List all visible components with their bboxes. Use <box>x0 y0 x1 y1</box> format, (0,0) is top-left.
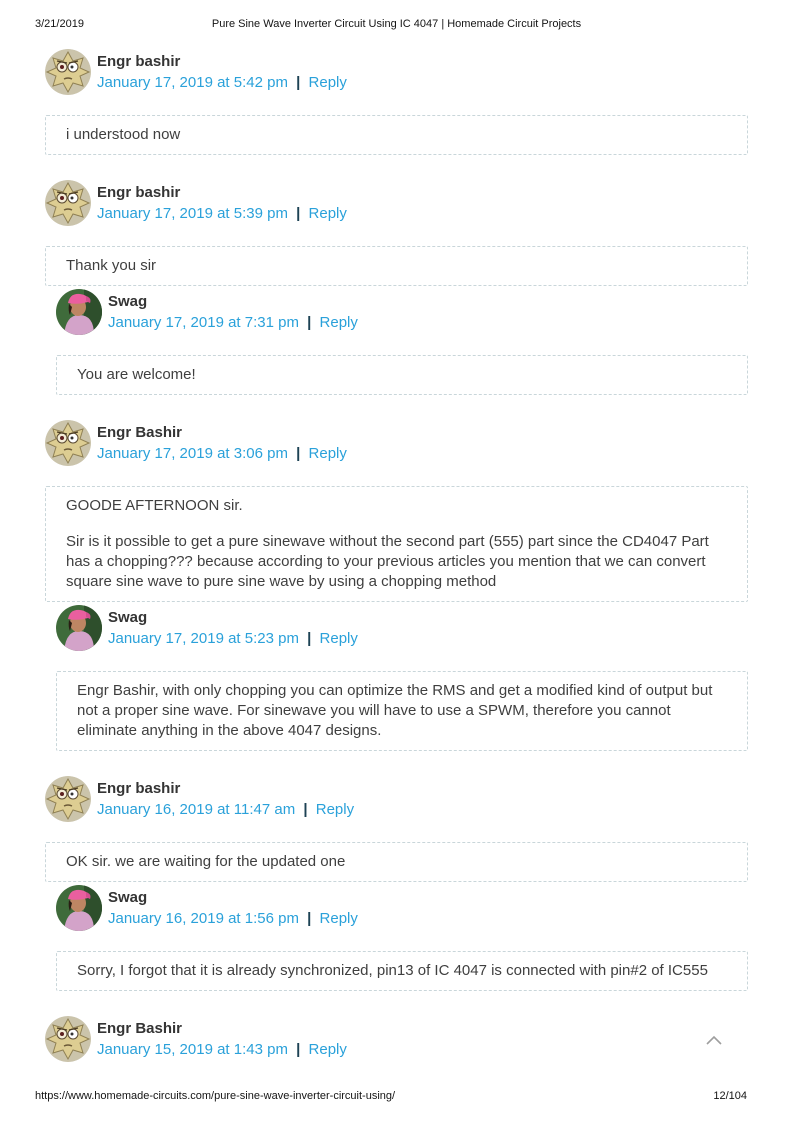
comment-text: Sir is it possible to get a pure sinewave without the second part (555) part since the CD4047 Part has a chopping??? because according to your previous articles you mention that we can convert square sine wave to pure sine wave by using a chopping method <box>66 533 709 590</box>
comment-date-link[interactable]: January 17, 2019 at 5:39 pm <box>97 205 288 222</box>
chevron-up-icon <box>705 1033 723 1049</box>
avatar <box>45 420 91 466</box>
comment-author: Engr bashir <box>97 53 181 70</box>
person-photo-avatar-icon <box>56 605 102 651</box>
comment-thread <box>45 1016 748 1062</box>
avatar <box>45 1016 91 1062</box>
separator: | <box>296 1041 301 1058</box>
reply-link[interactable]: Reply <box>308 445 347 462</box>
comment-text: OK sir. we are waiting for the updated one <box>66 853 346 870</box>
comment-text: GOODE AFTERNOON sir. <box>66 497 243 514</box>
comment-author: Swag <box>108 889 148 906</box>
reply-link[interactable]: Reply <box>308 74 347 91</box>
avatar <box>56 885 102 931</box>
separator: | <box>296 74 301 91</box>
avatar <box>45 180 91 226</box>
separator: | <box>296 445 301 462</box>
comment-reply <box>56 289 748 395</box>
print-footer <box>35 1090 747 1102</box>
comment-author: Engr bashir <box>97 780 181 797</box>
separator: | <box>307 630 312 647</box>
comment-body <box>56 951 748 991</box>
comment-body <box>45 842 748 882</box>
reply-link[interactable]: Reply <box>319 630 358 647</box>
separator: | <box>307 314 312 331</box>
comment <box>45 420 748 602</box>
comment-thread <box>45 49 748 155</box>
separator: | <box>307 910 312 927</box>
comment-text: You are welcome! <box>77 366 196 383</box>
monster-avatar-icon <box>45 180 91 226</box>
comment-thread <box>45 776 748 991</box>
comment-thread <box>45 180 748 395</box>
comment-date-link[interactable]: January 17, 2019 at 5:42 pm <box>97 74 288 91</box>
comment-reply <box>56 885 748 991</box>
page-number: 12/104 <box>713 1090 747 1102</box>
monster-avatar-icon <box>45 49 91 95</box>
avatar <box>45 49 91 95</box>
comment-text: Engr Bashir, with only chopping you can optimize the RMS and get a modified kind of output but not a proper sine wave. For sinewave you will have to use a SPWM, therefore you cannot eliminate anything in the above 4047 designs. <box>77 682 713 739</box>
comment-reply <box>56 605 748 751</box>
comment-author: Engr Bashir <box>97 1020 183 1037</box>
print-header <box>0 17 793 32</box>
monster-avatar-icon <box>45 1016 91 1062</box>
comment-author: Swag <box>108 293 148 310</box>
avatar <box>45 776 91 822</box>
print-date: 3/21/2019 <box>35 18 84 30</box>
person-photo-avatar-icon <box>56 885 102 931</box>
avatar <box>56 289 102 335</box>
comment-date-link[interactable]: January 16, 2019 at 1:56 pm <box>108 910 299 927</box>
comment-body <box>56 355 748 395</box>
comment-date-link[interactable]: January 17, 2019 at 5:23 pm <box>108 630 299 647</box>
comment-body <box>45 246 748 286</box>
comment-text: Sorry, I forgot that it is already synchronized, pin13 of IC 4047 is connected with pin#2 of IC555 <box>77 962 708 979</box>
monster-avatar-icon <box>45 776 91 822</box>
document-title: Pure Sine Wave Inverter Circuit Using IC 4047 | Homemade Circuit Projects <box>211 18 582 30</box>
separator: | <box>296 205 301 222</box>
reply-link[interactable]: Reply <box>308 205 347 222</box>
reply-link[interactable]: Reply <box>308 1041 347 1058</box>
comment-body <box>45 486 748 602</box>
reply-link[interactable]: Reply <box>319 314 358 331</box>
separator: | <box>303 801 308 818</box>
comment <box>45 776 748 882</box>
monster-avatar-icon <box>45 420 91 466</box>
comment-thread <box>45 420 748 751</box>
person-photo-avatar-icon <box>56 289 102 335</box>
comment-date-link[interactable]: January 15, 2019 at 1:43 pm <box>97 1041 288 1058</box>
comment-author: Engr Bashir <box>97 424 183 441</box>
comment <box>45 49 748 155</box>
scroll-to-top-button[interactable] <box>705 1033 723 1049</box>
reply-link[interactable]: Reply <box>315 801 355 818</box>
comment-text: Thank you sir <box>66 257 157 274</box>
reply-link[interactable]: Reply <box>319 910 358 927</box>
comment-body <box>56 671 748 751</box>
comment-date-link[interactable]: January 16, 2019 at 11:47 am <box>97 801 296 818</box>
comments-section <box>45 49 748 1087</box>
comment-date-link[interactable]: January 17, 2019 at 3:06 pm <box>97 445 288 462</box>
comment-author: Engr bashir <box>97 184 181 201</box>
comment-date-link[interactable]: January 17, 2019 at 7:31 pm <box>108 314 299 331</box>
comment-body <box>45 115 748 155</box>
avatar <box>56 605 102 651</box>
comment <box>45 1016 748 1062</box>
footer-url: https://www.homemade-circuits.com/pure-sine-wave-inverter-circuit-using/ <box>35 1090 396 1102</box>
comment-text: i understood now <box>66 126 181 143</box>
comment-author: Swag <box>108 609 148 626</box>
comment <box>45 180 748 286</box>
